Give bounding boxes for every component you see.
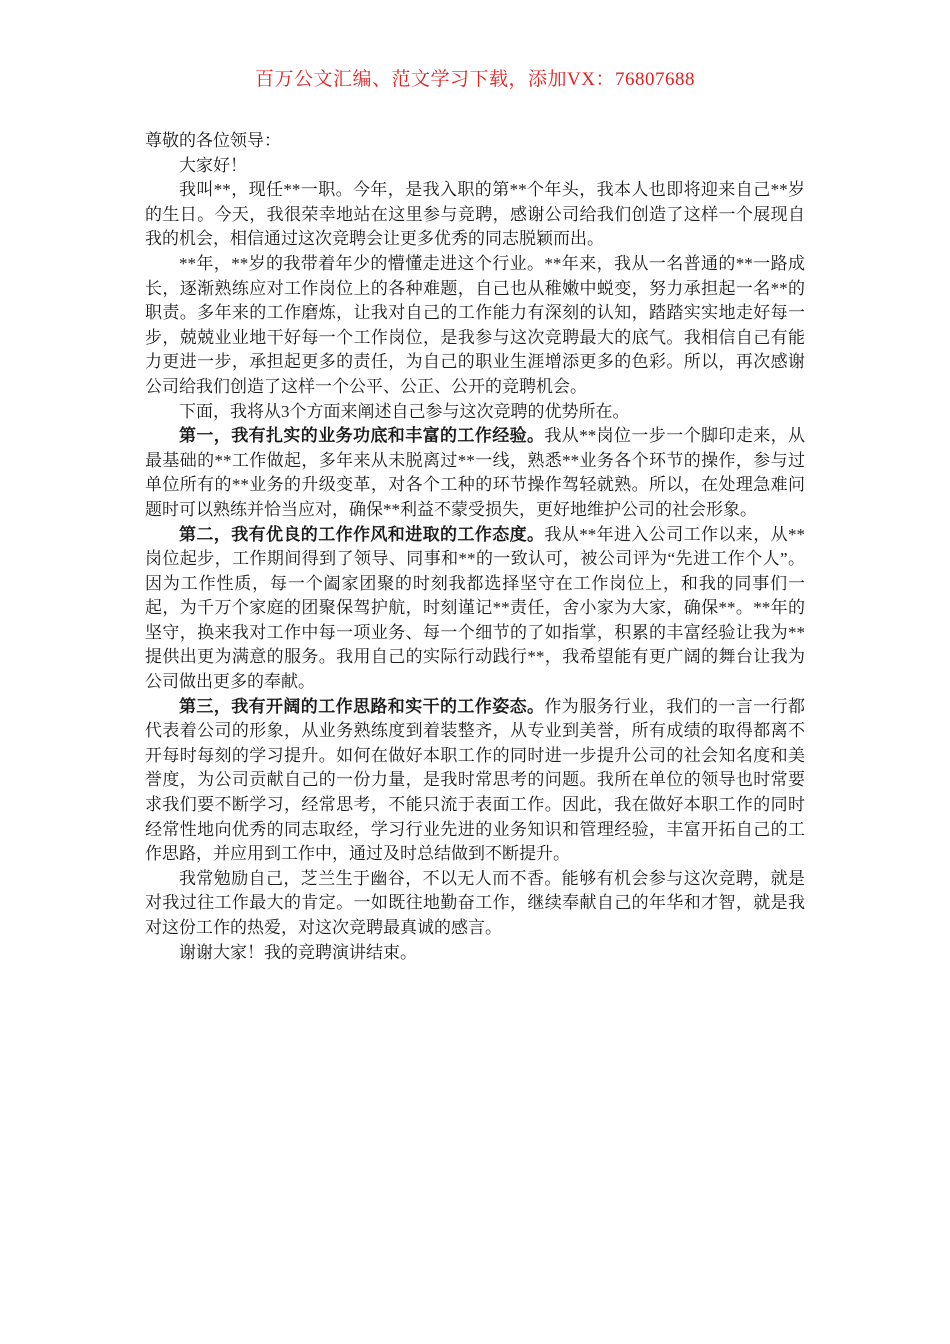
- paragraph: 第三，我有开阔的工作思路和实干的工作姿态。作为服务行业，我们的一言一行都代表着公司的形象，从业务熟练度到着装整齐，从专业到美誉，所有成绩的取得都离不开每时每刻的学习提升。如何在做好本职工作的同时进一步提升公司的社会知名度和美誉度，为公司贡献自己的一份力量，是我时常思考的问题。我所在单位的领导也时常要求我们要不断学习，经常思考，不能只流于表面工作。因此，我在做好本职工作的同时经常性地向优秀的同志取经，学习行业先进的业务知识和管理经验，丰富开拓自己的工作思路，并应用到工作中，通过及时总结做到不断提升。: [145, 696, 806, 864]
- paragraph: 我叫**，现任**一职。今年，是我入职的第**个年头，我本人也即将迎来自己**岁的生日。今天，我很荣幸地站在这里参与竞聘，感谢公司给我们创造了这样一个展现自我的机会，相信通过这次竞聘会让更多优秀的同志脱颖而出。: [145, 180, 805, 249]
- paragraph: 大家好！: [179, 155, 247, 175]
- paragraph: 第一，我有扎实的业务功底和丰富的工作经验。我从**岗位一步一个脚印走来，从最基础的**工作做起，多年来从未脱离过**一线，熟悉**业务各个环节的操作，参与过单位所有的**业务的升级变革，对各个工种的环节操作驾轻就熟。所以，在处理急难问题时可以熟练并恰当应对，确保**利益不蒙受损失，更好地维护公司的社会形象。: [145, 426, 806, 519]
- paragraph-bold-lead: 第三，我有开阔的工作思路和实干的工作姿态。: [179, 696, 545, 716]
- paragraph: 谢谢大家！我的竞聘演讲结束。: [179, 942, 417, 962]
- paragraph-bold-lead: 第二，我有优良的工作作风和进取的工作态度。: [179, 524, 545, 544]
- document-body: [145, 129, 805, 965]
- paragraph: 第二，我有优良的工作作风和进取的工作态度。我从**年进入公司工作以来，从**岗位起步，工作期间得到了领导、同事和**的一致认可，被公司评为“先进工作个人”。因为工作性质，每一个阖家团聚的时刻我都选择坚守在工作岗位上，和我的同事们一起，为千万个家庭的团聚保驾护航，时刻谨记**责任，舍小家为大家，确保**。**年的坚守，换来我对工作中每一项业务、每一个细节的了如指掌，积累的丰富经验让我为**提供出更为满意的服务。我用自己的实际行动践行**，我希望能有更广阔的舞台让我为公司做出更多的奉献。: [145, 524, 806, 692]
- paragraph: 下面，我将从3个方面来阐述自己参与这次竞聘的优势所在。: [179, 401, 630, 421]
- header-promo-text: 百万公文汇编、范文学习下载，添加VX：76807688: [255, 69, 695, 90]
- paragraph-bold-lead: 第一，我有扎实的业务功底和丰富的工作经验。: [179, 426, 545, 446]
- paragraph: **年，**岁的我带着年少的懵懂走进这个行业。**年来，我从一名普通的**一路成长，逐渐熟练应对工作岗位上的各种难题，自己也从稚嫩中蜕变，努力承担起一名**的职责。多年来的工作磨炼，让我对自己的工作能力有深刻的认知，踏踏实实地走好每一步，兢兢业业地干好每一个工作岗位，是我参与这次竞聘最大的底气。我相信自己有能力更进一步，承担起更多的责任，为自己的职业生涯增添更多的色彩。所以，再次感谢公司给我们创造了这样一个公平、公正、公开的竞聘机会。: [145, 253, 805, 396]
- paragraph: 尊敬的各位领导：: [145, 131, 281, 150]
- paragraph: 我常勉励自己，芝兰生于幽谷，不以无人而不香。能够有机会参与这次竞聘，就是对我过往工作最大的肯定。一如既往地勤奋工作，继续奉献自己的年华和才智，就是我对这份工作的热爱，对这次竞聘最真诚的感言。: [145, 868, 805, 937]
